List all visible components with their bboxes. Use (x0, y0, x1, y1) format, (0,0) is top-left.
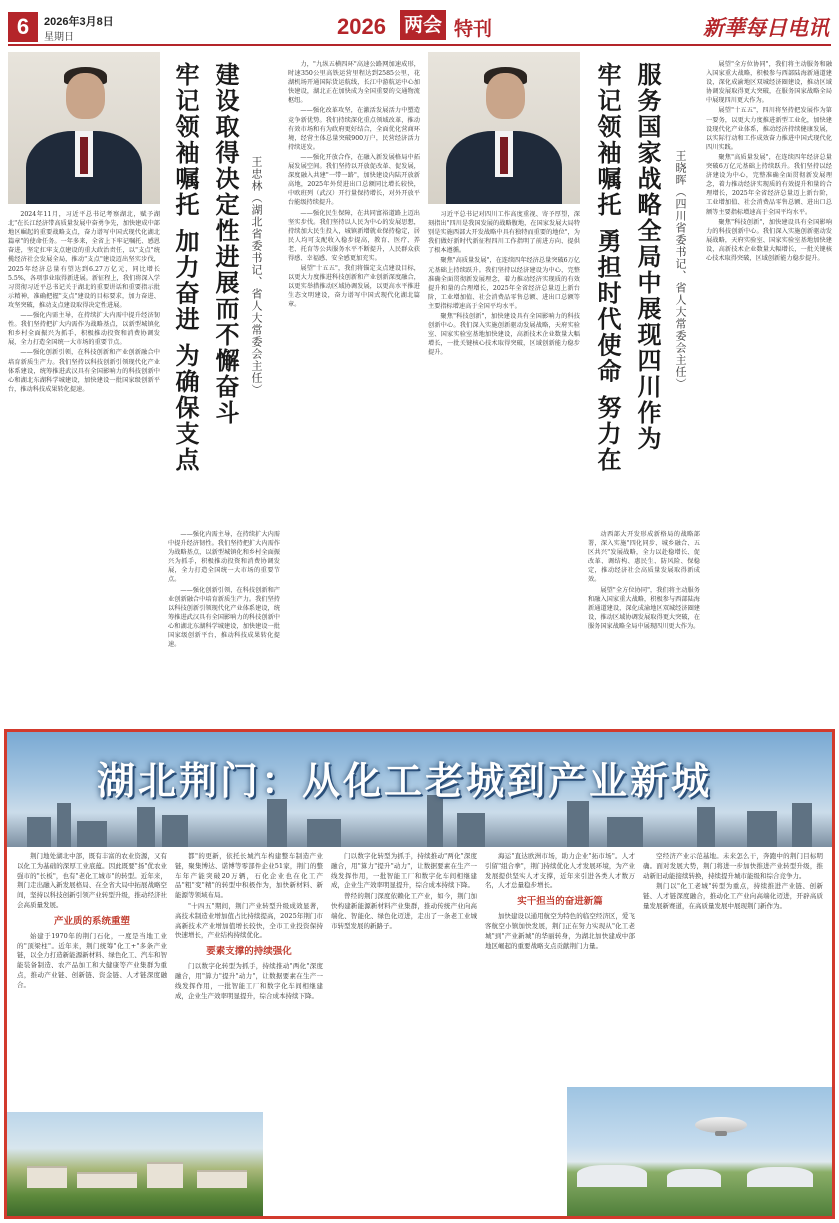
feature-column-3 (331, 852, 477, 1212)
paragraph: 聚焦"高质量发展"，在连续四年经济总量突破6万亿元基础上持续跃升。我们坚持以经济建设为中心，完整准确全面贯彻新发展理念，着力推动经济实现质的有效提升和量的合理增长，2025年全省经济总量迈上新台阶，工业增加值、社会消费品零售总额、进出口总额等主要指标增速高于全国平均水平。 (428, 257, 580, 310)
paragraph: ——强化创新引领，在科技创新和产业创新融合中培育新质生产力。我们坚持以科技创新引领现代化产业体系建设，统筹推进武汉具有全国影响力的科技创新中心和湖北东湖科学城建设，加快建设一批国家级创新平台，推动科技成果转化提速。 (8, 349, 160, 393)
paragraph: 荆门地处湖北中部，既有丰富的农业资源，又有以化工为基础的深厚工业底蕴。因此既要"扬"优农业强市的"长板"，也有"老化工城市"的转型。近年来，荆门走出融入新发展格局、在全省大局中拓展战略空间，坚持以科技创新引领产业转型升级，推动经济社会高质量发展。 (17, 852, 167, 909)
paragraph: 门以数字化转型为抓手，持续推动"两化"深度融合，用"算力"提升"动力"，让数据要素在生产一线发挥作用，一批智能工厂和数字化车间相继建成，企业生产效率明显提升，综合成本持续下降。 (331, 852, 477, 890)
paragraph: 展望"十五五"，我们将锚定支点建设目标，以更大力度推进科技创新和产业创新深度融合，以更实举措推动区域协调发展，以更高水平推进生态文明建设，奋力谱写中国式现代化湖北篇章。 (288, 265, 420, 309)
section-label: 特刊 (454, 19, 493, 40)
header-rule (8, 44, 831, 46)
paragraph: 展望"全方位协同"，我们将主动服务和融入国家重大战略，积极参与西部陆海新通道建设，深化成渝地区双城经济圈建设，推动区域协调发展取得更大突破，在服务国家战略全局中展现四川更大作为。 (588, 586, 700, 630)
masthead (0, 0, 839, 50)
portrait-wang-zhonglin (8, 52, 160, 204)
feature-column-5 (643, 852, 823, 1082)
paragraph: 始建于1970年的荆门石化，一度是当地工业的"顶梁柱"。近年来，荆门统筹"化工+"多条产业链，以全力打造新能源新材料、绿色化工、汽车和智能装备制造、农产品加工和大健康等产业集群为重点，推动产业链、创新链、资金链、人才链深度融合。 (17, 931, 167, 989)
article-left-title-line1: 牢记领袖嘱托 加力奋进 为确保支点 (171, 62, 200, 473)
newspaper-brand: 新華每日电讯 (703, 15, 829, 40)
paragraph: 曾经的荆门深度依赖化工产业，如今，荆门加快构建新能源新材料产业集群，推动传统产业向高端化、智能化、绿色化迈进，走出了一条老工业城市转型发展的新路子。 (331, 892, 477, 930)
paragraph: 力，"九纵五横四环"高速公路网加速成形，时速350公里高铁运营里程达到2585公里，花湖机场开通国际货运航线，长江中游航运中心加快建设，湖北正在加快成为全国重要的交通物流枢纽。 (288, 61, 420, 105)
paragraph: 动西部大开发形成新格局的战略部署，深入实施"四化同步、城乡融合、五区共兴"发展战略，全力以赴稳增长、促改革、调结构、惠民生、防风险、保稳定，推动经济社会高质量发展取得新成效。 (588, 531, 700, 584)
page-number: 6 (8, 12, 38, 42)
paragraph: 2024年11月，习近平总书记考察湖北，赋予湖北"在长江经济带高质量发展中奋勇争先，加快建成中部地区崛起的重要战略支点，奋力谱写中国式现代化湖北篇章"的使命任务。一年多来，全省上下牢记嘱托、感恩奋进，坚定扛牢支点建设的重大政治责任，以"支点"统揽经济社会发展全局，推动"支点"建设迈出坚实步伐，2025年经济总量有望达到6.27万亿元，同比增长5.5%，各项事业取得新进展。新征程上，我们将深入学习贯彻习近平总书记关于湖北的重要讲话和重要指示批示精神，准确把握"支点"建设的目标要求，加力奋进、攻坚突破，推动支点建设取得决定性进展。 (8, 211, 160, 309)
issue-weekday: 星期日 (44, 32, 74, 43)
article-right-column-2 (588, 530, 700, 722)
paragraph: ——强化内需主导，在持续扩大内需中提升经济韧性。我们坚持把扩大内需作为战略基点，以新型城镇化和乡村全面振兴为抓手，积极推动投资和消费协调发展，全力打造全国统一大市场的重要节点。 (168, 531, 280, 584)
article-right-byline: 王晓晖（四川省委书记、省人大常委会主任） (674, 150, 687, 390)
article-right-column-3 (706, 60, 832, 722)
paragraph: 海运"直达欧洲市场，助力企业"拓市场"。人才引留"组合拳"，荆门持续优化人才发展环境，为产业发展提供坚实人才支撑，近年来引进各类人才数万名，人才总量稳步增长。 (485, 852, 635, 890)
paragraph: "十四五"期间，荆门产业转型升级成效显著，高技术制造业增加值占比持续提高，2025年荆门市高新技术产业增加值增长较快，全市工业投资保持快速增长，产业结构持续优化。 (175, 901, 323, 940)
feature-subhead-3: 实干担当的奋进新篇 (517, 896, 603, 908)
paragraph: 聚焦"高质量发展"，在连续四年经济总量突破6万亿元基础上持续跃升。我们坚持以经济建设为中心，完整准确全面贯彻新发展理念，着力推动经济实现质的有效提升和量的合理增长，2025年全省经济总量迈上新台阶，工业增加值、社会消费品零售总额、进出口总额等主要指标增速高于全国平均水平。 (706, 153, 832, 216)
feature-banner (7, 732, 832, 847)
section-logo: 两会 (400, 10, 446, 40)
paragraph: 都"的更新，依托长城汽车构建整车制造产业链，聚集博达、诺博等零部件企业51家，荆门的整车年产能突破20万辆，石化企业也在化工产品"粗"变"精"的转型中积极作为，加快新材料、新能源等领域布局。 (175, 852, 323, 900)
paragraph: 习近平总书记对四川工作高度重视、寄予厚望，深刻指出"四川是我国发展的战略腹地，在国家发展大局特别是实施西部大开发战略中具有独特而重要的地位"，为我们做好新时代新征程四川工作指明了前进方向、提供了根本遵循。 (428, 211, 580, 255)
photo-airship-base (567, 1087, 832, 1216)
paragraph: 荆门以"化工老城"转型为重点，持续推进产业链、创新链、人才链深度融合，推动化工产业向高端化迈进，开辟高质量发展新赛道，在高质量发展中展现荆门新作为。 (643, 882, 823, 910)
paragraph: 门以数字化转型为抓手，持续推动"两化"深度融合，用"算力"提升"动力"，让数据要素在生产一线发挥作用，一批智能工厂和数字化车间相继建成，企业生产效率明显提升，综合成本持续下降。 (175, 962, 323, 1000)
feature-jingmen (4, 729, 835, 1219)
portrait-wang-xiaohui (428, 52, 580, 204)
article-right-title-line1: 牢记领袖嘱托 勇担时代使命 努力在 (593, 62, 622, 473)
article-left-title-line2: 建设取得决定性进展而不懈奋斗 (211, 62, 240, 426)
paragraph: 空经济产业示范基地。未来怎么干，奔跑中的荆门目标明确。面对发展大势，荆门将进一步加快推进产业转型升级，推动新旧动能接续转换，持续提升城市能级和综合竞争力。 (643, 852, 823, 880)
article-left-byline: 王忠林（湖北省委书记、省人大常委会主任） (250, 156, 263, 396)
paragraph: 展望"全方位协同"，我们将主动服务和融入国家重大战略，积极参与西部陆海新通道建设，深化成渝地区双城经济圈建设，推动区域协调发展取得更大突破，在服务国家战略全局中展现四川更大作为。 (706, 61, 832, 105)
feature-headline: 湖北荆门：从化工老城到产业新城 (97, 758, 713, 803)
issue-date: 2026年3月8日 (44, 16, 114, 28)
article-right-title-line2: 服务国家战略全局中展现四川作为 (633, 62, 662, 452)
paragraph: 聚焦"科技创新"，加快建设具有全国影响力的科技创新中心。我们深入实施创新驱动发展战略，天府实验室、国家实验室基地加快建设，高新技术企业数量大幅增长，一批关键核心技术取得突破，区域创新能力稳步提升。 (428, 313, 580, 357)
paragraph: ——强化开放合作，在融入新发展格局中拓展发展空间。我们坚持以开放促改革、促发展，深度融入共建"一带一路"，加快建设内陆开放新高地，2025年外贸进出口总额同比增长较快，中欧班列（武汉）开行量保持增长，对外开放平台能级持续提升。 (288, 153, 420, 207)
article-left-column-1 (8, 210, 160, 722)
paragraph: 加快建设以通用航空为特色的临空经济区，爱飞客航空小镇加快发展，荆门正在努力实现从"化工老城"到"产业新城"的华丽转身，为湖北加快建成中部地区崛起的重要战略支点贡献荆门力量。 (485, 912, 635, 950)
feature-column-1 (17, 852, 167, 1110)
paragraph: ——强化改革攻坚，在激活发展活力中塑造竞争新优势。我们持续深化重点领域改革，推动有效市场和有为政府更好结合，全面优化营商环境，经营主体总量突破900万户，民营经济活力持续迸发。 (288, 107, 420, 151)
photo-industrial-park (7, 1112, 263, 1216)
feature-subhead-1: 产业质的系统重塑 (53, 915, 130, 927)
paragraph: 聚焦"科技创新"，加快建设具有全国影响力的科技创新中心。我们深入实施创新驱动发展战略，天府实验室、国家实验室基地加快建设，高新技术企业数量大幅增长，一批关键核心技术取得突破，区域创新能力稳步提升。 (706, 218, 832, 262)
article-right-column-1 (428, 210, 580, 722)
article-left-column-2 (168, 530, 280, 722)
paragraph: ——强化民生保障，在共同富裕道路上迈出坚实步伐。我们坚持以人民为中心的发展思想，持续加大民生投入，城镇新增就业保持稳定，居民人均可支配收入稳步提高，教育、医疗、养老、托育等公共服务水平不断提升，人民群众获得感、幸福感、安全感更加充实。 (288, 209, 420, 262)
paragraph: 展望"十五五"，四川将坚持把发展作为第一要务，以更大力度推进新型工业化，加快建设现代化产业体系，推动经济持续健康发展，以实际行动和工作成效奋力推进中国式现代化四川实践。 (706, 107, 832, 151)
article-mid-column (288, 60, 420, 722)
paragraph: ——强化内需主导，在持续扩大内需中提升经济韧性。我们坚持把扩大内需作为战略基点，以新型城镇化和乡村全面振兴为抓手，积极推动投资和消费协调发展，全力打造全国统一大市场的重要节点。 (8, 312, 160, 347)
section-year: 2026 (337, 14, 386, 39)
feature-subhead-2: 要素支撑的持续强化 (206, 946, 292, 958)
paragraph: ——强化创新引领，在科技创新和产业创新融合中培育新质生产力。我们坚持以科技创新引领现代化产业体系建设，统筹推进武汉具有全国影响力的科技创新中心和湖北东湖科学城建设，加快建设一批国家级创新平台，推动科技成果转化提速。 (168, 586, 280, 649)
